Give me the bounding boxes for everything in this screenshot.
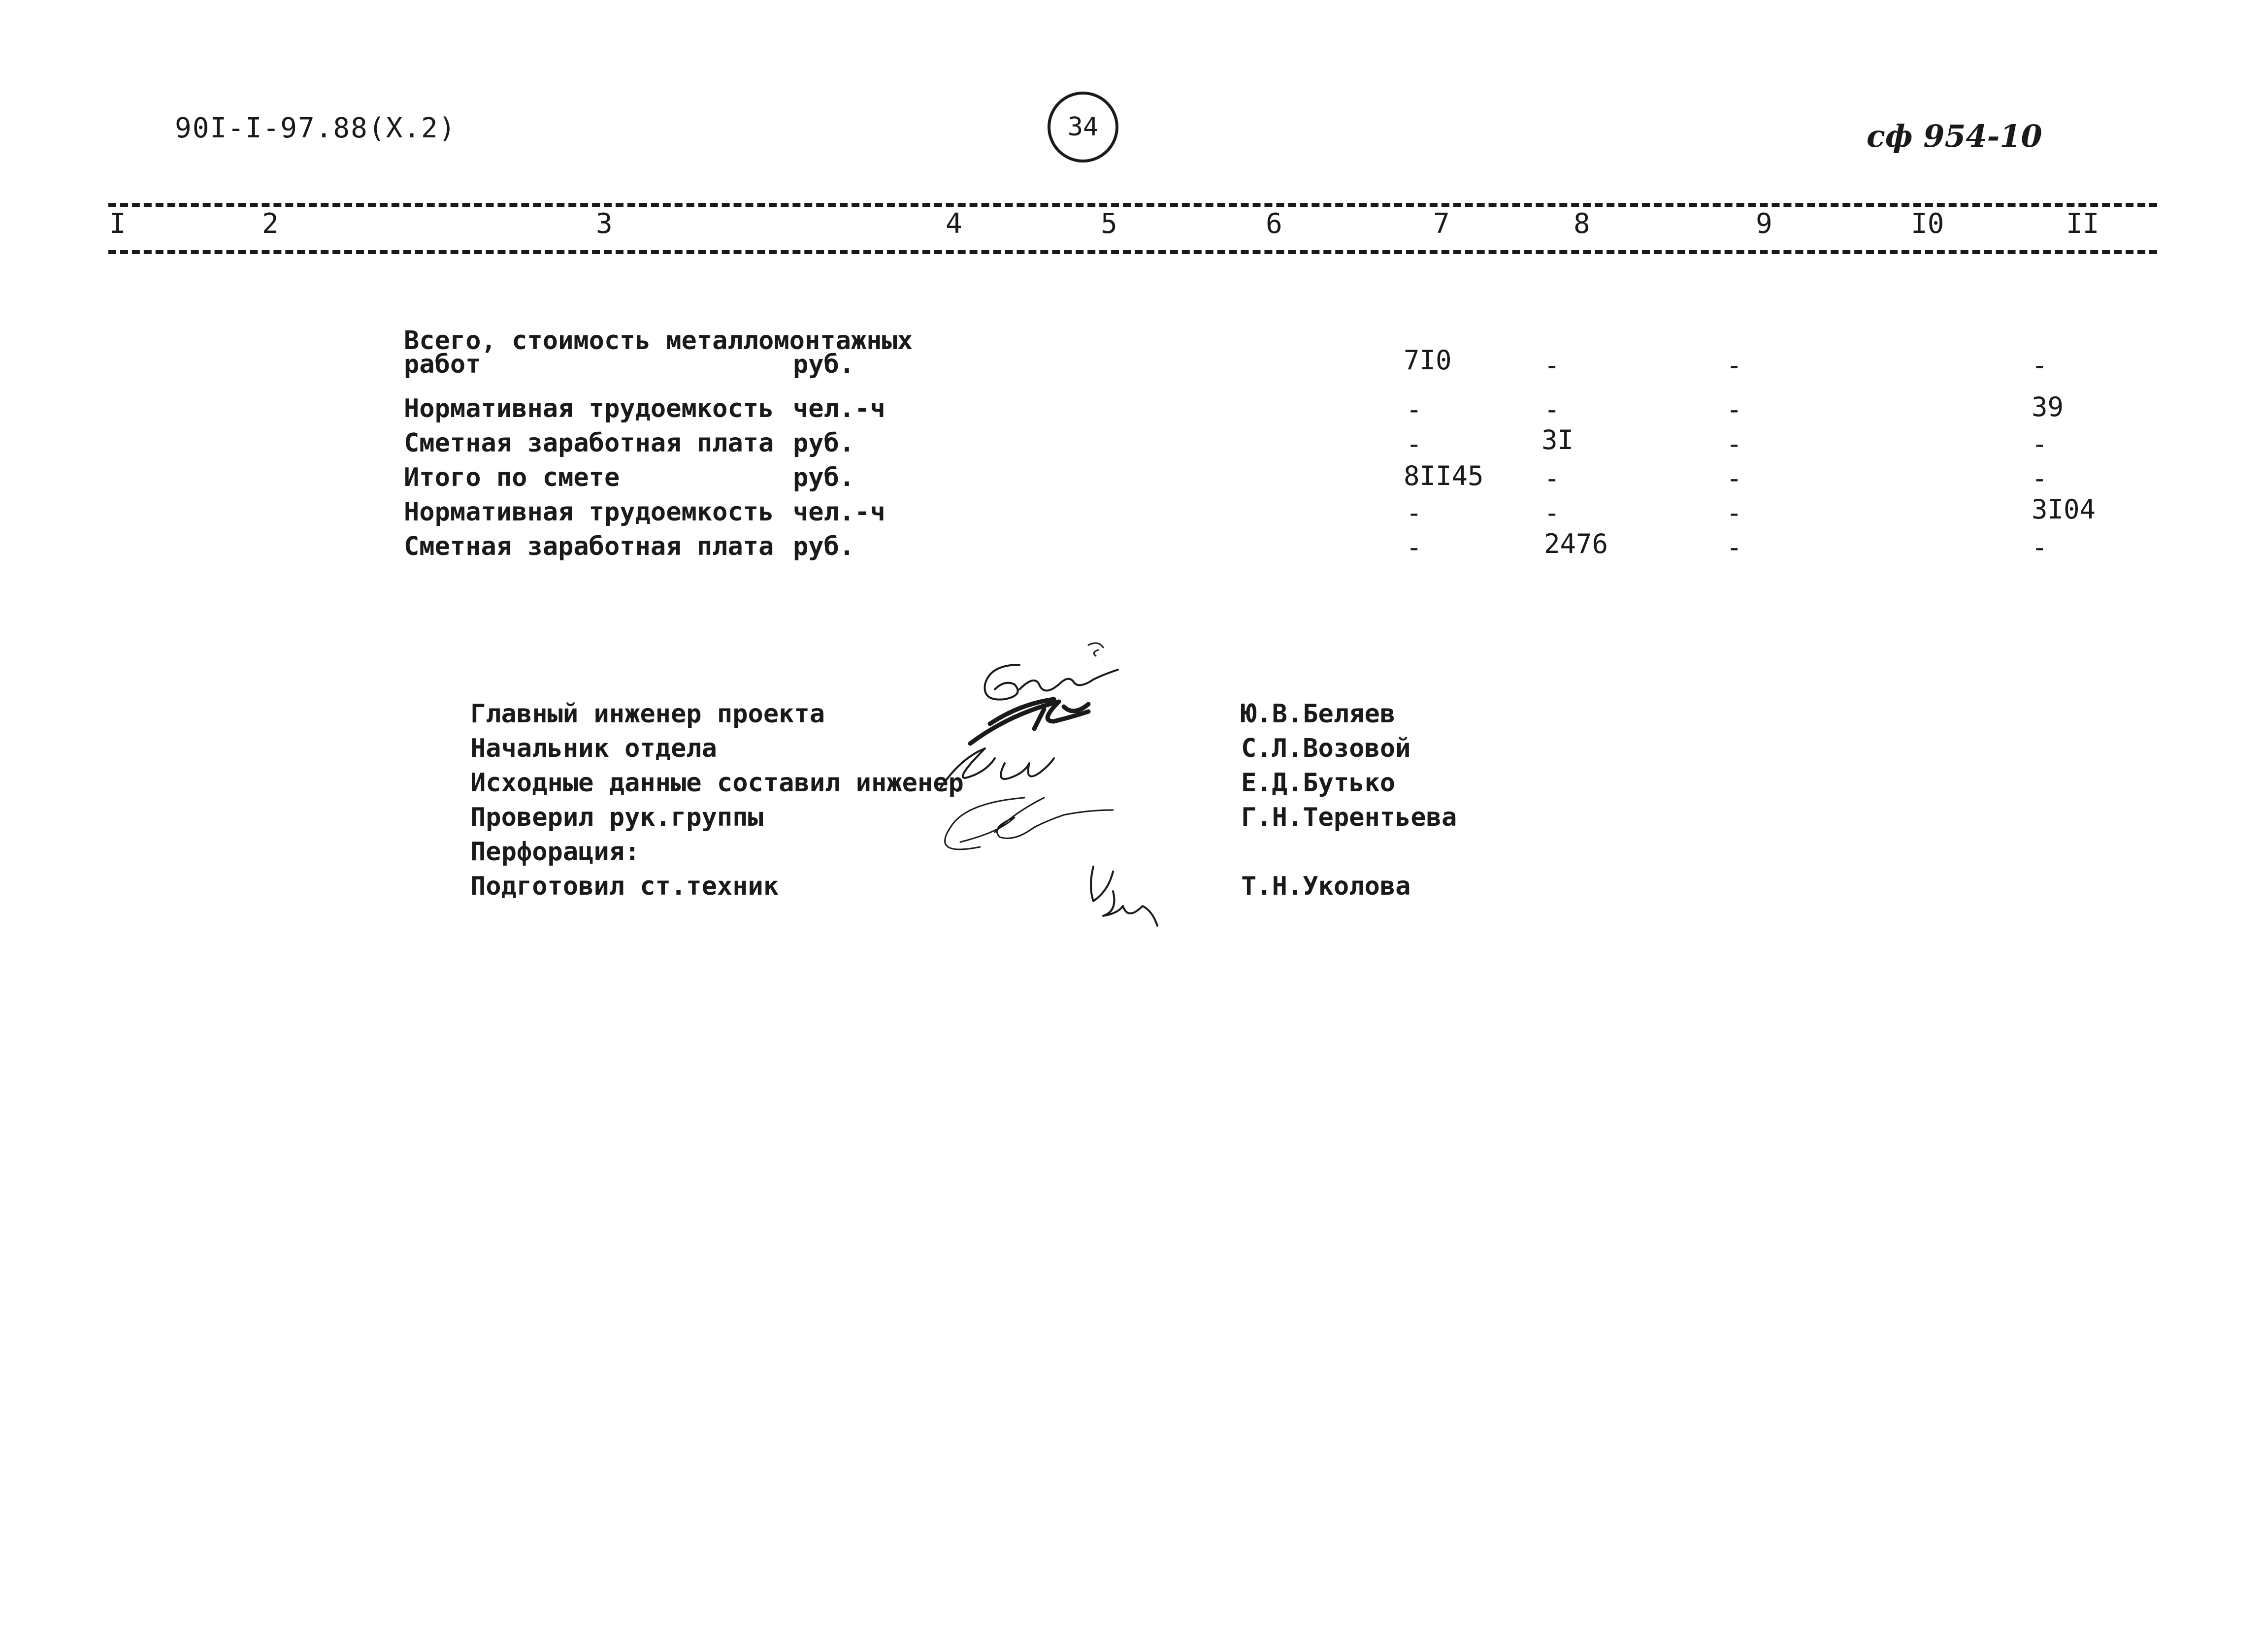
row-col8: -: [1544, 463, 1560, 494]
col-1: I: [109, 208, 126, 240]
row-unit: чел.-ч: [793, 497, 886, 527]
col-9: 9: [1756, 208, 1772, 240]
signer-role: Начальник отдела: [470, 734, 717, 763]
col-5: 5: [1101, 208, 1117, 240]
handwritten-signatures: [926, 635, 1202, 940]
row-col7: -: [1406, 532, 1422, 563]
header-bottom-rule: [108, 250, 2157, 254]
row-unit: руб.: [793, 463, 855, 492]
signer-name: С.Л.Возовой: [1241, 734, 1411, 763]
row-label: Сметная заработная плата: [404, 428, 774, 458]
row-col8: 2476: [1544, 528, 1608, 559]
row-col8: -: [1544, 350, 1560, 381]
row-col7: -: [1406, 428, 1422, 459]
page-number-circle: [1048, 92, 1118, 162]
row-col11: -: [2032, 463, 2048, 494]
signature-mark-2: [970, 699, 1088, 744]
row-unit: руб.: [793, 532, 855, 561]
row-col11: -: [2032, 350, 2048, 381]
signer-name: Ю.В.Беляев: [1241, 699, 1396, 729]
row-label: Всего, стоимость металломонтажных: [404, 326, 913, 356]
row-col9: -: [1726, 463, 1742, 494]
signer-name: Е.Д.Бутько: [1241, 768, 1396, 798]
row-label-cont: работ: [404, 350, 481, 379]
row-label: Нормативная трудоемкость: [404, 394, 774, 423]
signature-mark-1: [1088, 643, 1103, 656]
signature-mark-3: [941, 748, 1054, 788]
col-10: I0: [1911, 208, 1944, 240]
col-4: 4: [946, 208, 962, 240]
row-col11: 39: [2032, 391, 2064, 422]
signer-role: Главный инженер проекта: [470, 699, 825, 729]
col-7: 7: [1433, 208, 1450, 240]
signer-role: Перфорация:: [470, 837, 640, 867]
col-6: 6: [1266, 208, 1282, 240]
header-top-rule: [108, 203, 2157, 207]
reference-handwritten: сф 954-10: [1867, 118, 2042, 154]
col-11: II: [2066, 208, 2099, 240]
row-col8: -: [1544, 394, 1560, 425]
row-col9: -: [1726, 394, 1742, 425]
col-3: 3: [596, 208, 613, 240]
row-col9: -: [1726, 497, 1742, 528]
row-col9: -: [1726, 428, 1742, 459]
row-col9: -: [1726, 350, 1742, 381]
page-number: 34: [1067, 112, 1099, 142]
signer-name: Г.Н.Терентьева: [1241, 803, 1457, 832]
signature-mark-6: [1091, 867, 1157, 926]
row-col8: 3I: [1541, 424, 1574, 455]
signer-name: Т.Н.Уколова: [1241, 872, 1411, 901]
row-col7: 8II45: [1404, 460, 1484, 491]
signature-mark-4: [945, 798, 1113, 849]
col-8: 8: [1574, 208, 1590, 240]
row-label: Итого по смете: [404, 463, 620, 492]
row-col7: 7I0: [1404, 345, 1452, 376]
row-col7: -: [1406, 394, 1422, 425]
signer-role: Исходные данные составил инженер: [470, 768, 964, 798]
row-unit: руб.: [793, 428, 855, 458]
row-unit: руб.: [793, 350, 855, 379]
row-col7: -: [1406, 497, 1422, 528]
col-2: 2: [262, 208, 279, 240]
row-col11: -: [2032, 428, 2048, 459]
row-col9: -: [1726, 532, 1742, 563]
document-code: 90I-I-97.88(X.2): [175, 112, 457, 144]
signature-mark-1b: [985, 665, 1118, 700]
row-col11: 3I04: [2032, 494, 2096, 525]
signer-role: Проверил рук.группы: [470, 803, 763, 832]
signer-role: Подготовил ст.техник: [470, 872, 779, 901]
row-label: Нормативная трудоемкость: [404, 497, 774, 527]
row-label: Сметная заработная плата: [404, 532, 774, 561]
row-unit: чел.-ч: [793, 394, 886, 423]
row-col11: -: [2032, 532, 2048, 563]
row-col8: -: [1544, 497, 1560, 528]
